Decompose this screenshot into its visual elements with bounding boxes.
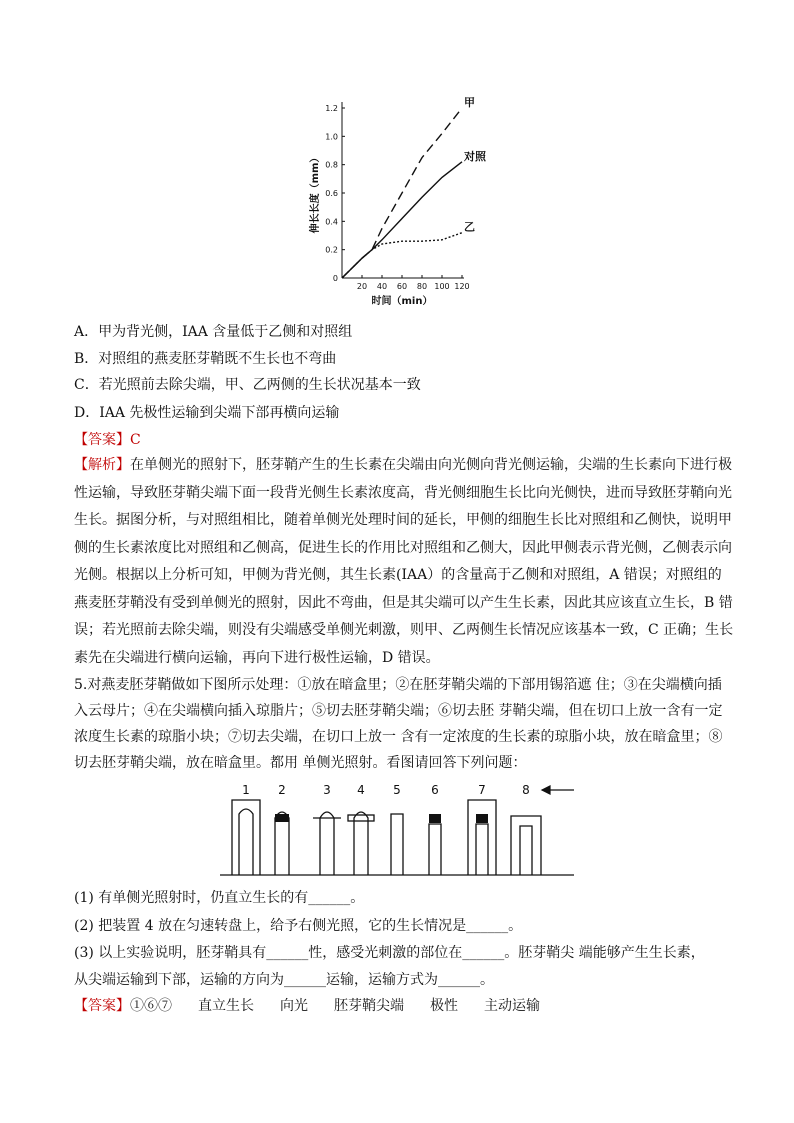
answer-line-2: [74, 996, 540, 1016]
question-5-sub2: (2) 把装置 4 放在匀速转盘上，给予右侧光照，它的生长情况是______。: [74, 918, 523, 934]
light-arrow-icon: [542, 786, 574, 794]
answer2-item: 极性: [430, 998, 458, 1014]
series-line-dashed: [342, 108, 462, 278]
figure-label: 7: [478, 783, 486, 797]
y-tick-label: 0.2: [325, 245, 338, 255]
analysis-paragraph: [74, 452, 734, 672]
y-tick-label: 1.0: [325, 132, 338, 142]
answer2-item: 向光: [280, 998, 308, 1014]
answer2-item: ①⑥⑦: [130, 998, 172, 1014]
figure-label: 6: [431, 783, 439, 797]
growth-line-chart: [300, 95, 500, 310]
option-b: B．对照组的燕麦胚芽鞘既不生长也不弯曲: [74, 351, 337, 367]
x-tick-label: 100: [434, 282, 450, 291]
answer2-item: 胚芽鞘尖端: [334, 998, 404, 1014]
answer2-label: 【答案】: [74, 998, 130, 1014]
series-label: 甲: [464, 96, 475, 109]
y-tick-label: 0.8: [325, 160, 338, 170]
analysis-label: 【解析】: [74, 457, 130, 473]
x-tick-label: 60: [396, 282, 408, 291]
option-c: C．若光照前去除尖端，甲、乙两侧的生长状况基本一致: [74, 377, 421, 393]
question-5-stem: 5.对燕麦胚芽鞘做如下图所示处理：①放在暗盒里；②在胚芽鞘尖端的下部用锡箔遮 住；③在尖端横向插入云母片；④在尖端横向插入琼脂片；⑤切去胚芽鞘尖端；⑥切去胚 芽鞘尖端，但在切口上放一含有一定浓度生长素的琼脂小块；⑦切去尖端，在切口上放一 含有一定浓度的生长素的琼脂小块，放在暗盒里；⑧切去胚芽鞘尖端，放在暗盒里。都用 单侧光照射。看图请回答下列问题：: [74, 677, 723, 771]
analysis-text: 在单侧光的照射下，胚芽鞘产生的生长素在尖端由向光侧向背光侧运输，尖端的生长素向下进行极性运输，导致胚芽鞘尖端下面一段背光侧生长素浓度高，背光侧细胞生长比向光侧快，进而导致胚芽鞘向光生长。据图分析，与对照组相比，随着单侧光处理时间的延长，甲侧的细胞生长比对照组和乙侧快，说明甲侧的生长素浓度比对照组和乙侧高，促进生长的作用比对照组和乙侧大，因此甲侧表示背光侧，乙侧表示向光侧。根据以上分析可知，甲侧为背光侧，其生长素(IAA）的含量高于乙侧和对照组，A 错误；对照组的燕麦胚芽鞘没有受到单侧光的照射，因此不弯曲，但是其尖端可以产生生长素，因此其应该直立生长，B 错误；若光照前去除尖端，则没有尖端感受单侧光刺激，则甲、乙两侧生长情况应该基本一致，C 正确；生长素先在尖端进行横向运输，再向下进行极性运输，D 错误。: [74, 457, 734, 666]
answer-value: C: [130, 432, 141, 448]
figure-label: 4: [357, 783, 365, 797]
x-tick-label: 40: [376, 282, 388, 291]
series-label: 对照: [464, 149, 486, 163]
series-label: 乙: [464, 220, 475, 234]
figure-label: 8: [522, 783, 530, 797]
answer-line-1: [74, 430, 141, 450]
coleoptile-figure: [220, 780, 590, 880]
figure-label: 3: [323, 783, 331, 797]
y-tick-label: 0.6: [325, 189, 338, 198]
x-tick-label: 80: [416, 282, 428, 291]
y-tick-label: 1.2: [325, 104, 338, 113]
figure-label: 1: [242, 783, 250, 797]
series-line-dotted: [342, 233, 462, 278]
y-tick-label: 0.4: [325, 217, 338, 227]
figure-label: 2: [278, 783, 286, 797]
option-a: A．甲为背光侧，IAA 含量低于乙侧和对照组: [74, 324, 353, 340]
y-tick-label: 0: [332, 274, 338, 283]
question-5-sub1: (1) 有单侧光照射时，仍直立生长的有______。: [74, 890, 365, 906]
figure-label: 5: [393, 783, 401, 797]
answer-label: 【答案】: [74, 432, 130, 448]
x-axis-label: 时间（min）: [371, 296, 433, 307]
option-d: D．IAA 先极性运输到尖端下部再横向运输: [74, 405, 340, 421]
y-axis-label: 伸长长度（mm）: [310, 152, 321, 234]
question-5-sub3a: (3) 以上实验说明，胚芽鞘具有______性，感受光刺激的部位在______。胚芽鞘尖 端能够产生生长素，: [74, 945, 705, 961]
answer2-item: 主动运输: [484, 998, 540, 1014]
x-tick-label: 120: [454, 282, 470, 291]
answer2-item: 直立生长: [198, 998, 254, 1014]
question-5-sub3b: 从尖端运输到下部，运输的方向为______运输，运输方式为______。: [74, 972, 494, 988]
x-tick-label: 20: [356, 282, 368, 291]
